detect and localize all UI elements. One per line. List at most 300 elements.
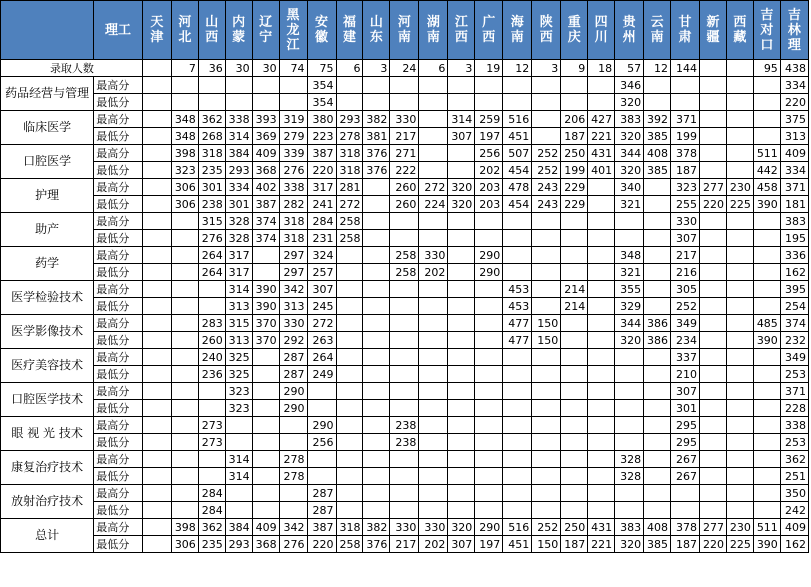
score-cell: 252 [532, 519, 561, 536]
enrollment-count-cell: 30 [252, 60, 279, 77]
enrollment-count-cell [142, 60, 171, 77]
score-cell: 453 [503, 298, 532, 315]
score-cell: 390 [753, 536, 780, 553]
score-cell [448, 417, 475, 434]
score-cell: 202 [419, 536, 448, 553]
score-cell [336, 247, 363, 264]
score-cell: 272 [307, 315, 336, 332]
enrollment-count-cell: 9 [561, 60, 588, 77]
score-cell: 224 [419, 196, 448, 213]
major-name: 临床医学 [1, 111, 94, 145]
score-cell [700, 434, 727, 451]
score-cell [700, 332, 727, 349]
score-cell [171, 94, 198, 111]
score-cell [644, 366, 671, 383]
score-cell [726, 77, 753, 94]
score-cell [225, 485, 252, 502]
score-cell [336, 349, 363, 366]
score-cell: 385 [644, 162, 671, 179]
enrollment-count-cell [726, 60, 753, 77]
enrollment-count-cell: 30 [225, 60, 252, 77]
score-cell [279, 77, 307, 94]
score-cell [307, 451, 336, 468]
score-cell: 264 [198, 247, 225, 264]
score-cell: 225 [726, 536, 753, 553]
score-cell [700, 451, 727, 468]
score-cell [753, 298, 780, 315]
score-cell [419, 281, 448, 298]
score-cell [561, 247, 588, 264]
score-cell [671, 485, 700, 502]
score-cell: 319 [279, 111, 307, 128]
enrollment-count-cell: 19 [475, 60, 503, 77]
enrollment-count-cell: 12 [503, 60, 532, 77]
score-cell [561, 468, 588, 485]
score-cell [279, 485, 307, 502]
score-cell [390, 485, 419, 502]
score-cell: 374 [252, 230, 279, 247]
score-cell [700, 468, 727, 485]
score-cell [753, 383, 780, 400]
score-cell [279, 94, 307, 111]
score-cell: 398 [171, 145, 198, 162]
score-cell [588, 264, 615, 281]
score-cell [142, 196, 171, 213]
major-name: 总计 [1, 519, 94, 553]
score-cell [448, 264, 475, 281]
score-cell [588, 196, 615, 213]
score-cell: 334 [780, 77, 808, 94]
score-cell [532, 349, 561, 366]
score-type-label: 最高分 [94, 111, 143, 128]
score-cell [561, 434, 588, 451]
score-cell [142, 417, 171, 434]
score-cell: 477 [503, 315, 532, 332]
score-cell [561, 332, 588, 349]
score-cell: 346 [615, 77, 644, 94]
score-type-label: 最低分 [94, 128, 143, 145]
score-cell: 370 [252, 332, 279, 349]
score-cell: 272 [419, 179, 448, 196]
score-cell [615, 383, 644, 400]
score-cell [532, 366, 561, 383]
score-cell [475, 349, 503, 366]
score-cell: 260 [390, 179, 419, 196]
score-cell [726, 281, 753, 298]
score-cell [307, 468, 336, 485]
score-cell: 220 [307, 162, 336, 179]
score-cell: 390 [753, 196, 780, 213]
score-cell: 258 [336, 230, 363, 247]
score-cell: 339 [279, 145, 307, 162]
score-cell [588, 94, 615, 111]
score-cell: 217 [390, 536, 419, 553]
score-cell: 206 [561, 111, 588, 128]
score-cell [171, 349, 198, 366]
score-cell: 217 [671, 247, 700, 264]
major-name: 药品经营与管理 [1, 77, 94, 111]
score-cell: 328 [615, 468, 644, 485]
score-cell [475, 502, 503, 519]
score-cell [419, 417, 448, 434]
region-header-label: 河北 [178, 15, 192, 45]
score-cell [561, 94, 588, 111]
score-cell [390, 383, 419, 400]
score-cell: 453 [503, 281, 532, 298]
score-cell: 334 [225, 179, 252, 196]
score-cell [700, 383, 727, 400]
score-cell [532, 247, 561, 264]
score-cell [198, 468, 225, 485]
score-cell: 214 [561, 281, 588, 298]
major-name: 药学 [1, 247, 94, 281]
score-cell [336, 468, 363, 485]
score-cell [142, 332, 171, 349]
score-cell: 273 [198, 417, 225, 434]
score-cell [448, 502, 475, 519]
score-cell [171, 502, 198, 519]
score-cell [700, 77, 727, 94]
score-cell: 199 [561, 162, 588, 179]
score-cell: 401 [588, 162, 615, 179]
score-row [1, 332, 809, 349]
score-cell: 384 [225, 145, 252, 162]
score-cell [503, 349, 532, 366]
score-cell [225, 434, 252, 451]
score-row [1, 77, 809, 94]
score-cell [671, 94, 700, 111]
score-cell: 318 [336, 162, 363, 179]
score-cell: 320 [615, 162, 644, 179]
score-cell [726, 247, 753, 264]
score-cell [252, 502, 279, 519]
score-type-label: 最低分 [94, 366, 143, 383]
score-cell [561, 366, 588, 383]
score-cell: 260 [198, 332, 225, 349]
major-name: 口腔医学 [1, 145, 94, 179]
score-row [1, 179, 809, 196]
score-cell [588, 451, 615, 468]
score-cell: 290 [279, 400, 307, 417]
score-cell [588, 383, 615, 400]
score-cell: 307 [448, 536, 475, 553]
score-cell: 344 [615, 315, 644, 332]
score-cell [532, 94, 561, 111]
score-cell [588, 366, 615, 383]
score-cell [225, 417, 252, 434]
score-cell: 387 [252, 196, 279, 213]
score-cell [671, 502, 700, 519]
score-cell: 228 [780, 400, 808, 417]
score-row [1, 536, 809, 553]
score-cell: 267 [671, 468, 700, 485]
enrollment-count-cell: 6 [336, 60, 363, 77]
score-cell [644, 400, 671, 417]
score-cell: 301 [225, 196, 252, 213]
score-cell [588, 349, 615, 366]
score-cell [615, 502, 644, 519]
score-cell [252, 434, 279, 451]
score-cell: 454 [503, 196, 532, 213]
score-cell: 314 [225, 468, 252, 485]
score-cell [336, 366, 363, 383]
score-cell [363, 230, 390, 247]
score-cell [588, 230, 615, 247]
score-cell [561, 400, 588, 417]
score-cell: 295 [671, 417, 700, 434]
score-cell [363, 417, 390, 434]
score-cell: 232 [780, 332, 808, 349]
score-cell [700, 111, 727, 128]
score-cell: 253 [780, 366, 808, 383]
score-cell [252, 264, 279, 281]
score-row [1, 468, 809, 485]
major-name: 口腔医学技术 [1, 383, 94, 417]
score-type-label: 最高分 [94, 179, 143, 196]
score-cell [475, 281, 503, 298]
region-header-label: 云南 [650, 15, 664, 45]
score-cell [142, 77, 171, 94]
score-cell: 386 [644, 315, 671, 332]
score-cell: 225 [726, 196, 753, 213]
score-cell [644, 434, 671, 451]
enrollment-count-row [1, 60, 809, 77]
score-cell: 255 [671, 196, 700, 213]
score-cell [475, 434, 503, 451]
enrollment-count-cell: 6 [419, 60, 448, 77]
score-cell [336, 281, 363, 298]
score-type-label: 最低分 [94, 400, 143, 417]
score-cell [726, 451, 753, 468]
score-row [1, 230, 809, 247]
score-cell [615, 213, 644, 230]
score-cell [700, 128, 727, 145]
score-cell [561, 230, 588, 247]
score-cell: 238 [198, 196, 225, 213]
score-type-label: 最低分 [94, 536, 143, 553]
score-cell: 256 [307, 434, 336, 451]
score-cell [475, 366, 503, 383]
score-cell: 263 [307, 332, 336, 349]
score-type-label: 最高分 [94, 281, 143, 298]
score-cell: 307 [671, 230, 700, 247]
score-cell: 276 [198, 230, 225, 247]
score-row [1, 264, 809, 281]
score-cell [753, 264, 780, 281]
region-header-label: 吉对口 [760, 7, 774, 53]
score-cell [588, 213, 615, 230]
score-cell [419, 332, 448, 349]
score-cell [753, 485, 780, 502]
region-header [532, 1, 561, 60]
score-cell: 202 [475, 162, 503, 179]
score-cell: 195 [780, 230, 808, 247]
score-cell [336, 94, 363, 111]
score-cell [475, 213, 503, 230]
score-cell [561, 485, 588, 502]
score-cell: 214 [561, 298, 588, 315]
score-cell [252, 366, 279, 383]
score-cell: 383 [615, 519, 644, 536]
score-cell [700, 417, 727, 434]
score-cell: 279 [279, 128, 307, 145]
region-header [307, 1, 336, 60]
major-name: 医疗美容技术 [1, 349, 94, 383]
score-cell: 451 [503, 536, 532, 553]
region-header-label: 山西 [205, 15, 219, 45]
score-cell [700, 366, 727, 383]
score-cell [142, 519, 171, 536]
score-cell: 381 [363, 128, 390, 145]
score-cell [615, 366, 644, 383]
score-cell: 378 [671, 519, 700, 536]
score-cell: 264 [307, 349, 336, 366]
score-cell [726, 128, 753, 145]
score-cell [561, 502, 588, 519]
score-cell [363, 315, 390, 332]
enrollment-count-cell: 75 [307, 60, 336, 77]
score-cell: 307 [307, 281, 336, 298]
score-cell: 458 [753, 179, 780, 196]
score-cell [503, 94, 532, 111]
score-cell [448, 383, 475, 400]
score-cell: 386 [644, 332, 671, 349]
score-cell [588, 502, 615, 519]
score-cell: 318 [336, 519, 363, 536]
score-row [1, 298, 809, 315]
score-cell [448, 230, 475, 247]
score-row [1, 196, 809, 213]
score-cell [363, 366, 390, 383]
score-cell [532, 383, 561, 400]
score-cell [753, 400, 780, 417]
region-header [671, 1, 700, 60]
score-cell: 325 [225, 349, 252, 366]
score-cell: 382 [363, 519, 390, 536]
score-cell [419, 485, 448, 502]
score-cell [336, 77, 363, 94]
score-cell: 344 [615, 145, 644, 162]
score-cell [475, 485, 503, 502]
score-cell: 258 [390, 264, 419, 281]
enrollment-count-cell: 3 [448, 60, 475, 77]
score-cell: 323 [225, 400, 252, 417]
score-type-label: 最高分 [94, 519, 143, 536]
score-cell: 511 [753, 145, 780, 162]
score-cell [503, 502, 532, 519]
score-cell: 242 [780, 502, 808, 519]
score-cell [252, 485, 279, 502]
score-cell [363, 77, 390, 94]
score-cell [419, 400, 448, 417]
score-cell: 348 [171, 111, 198, 128]
score-row [1, 315, 809, 332]
enrollment-count-cell: 144 [671, 60, 700, 77]
enrollment-count-cell: 24 [390, 60, 419, 77]
score-cell [198, 451, 225, 468]
score-cell [700, 400, 727, 417]
score-cell [363, 400, 390, 417]
score-type-label: 最低分 [94, 162, 143, 179]
score-cell [503, 451, 532, 468]
score-cell: 230 [726, 179, 753, 196]
score-cell [390, 332, 419, 349]
score-cell [475, 230, 503, 247]
score-cell [336, 417, 363, 434]
score-cell [475, 77, 503, 94]
score-cell [532, 264, 561, 281]
score-cell [475, 417, 503, 434]
major-name: 医学检验技术 [1, 281, 94, 315]
score-cell: 376 [363, 536, 390, 553]
score-cell [588, 417, 615, 434]
score-cell [363, 332, 390, 349]
score-cell: 371 [780, 383, 808, 400]
score-cell [171, 247, 198, 264]
score-cell: 278 [279, 451, 307, 468]
score-row [1, 417, 809, 434]
score-cell: 328 [225, 230, 252, 247]
score-cell [363, 281, 390, 298]
score-cell [363, 247, 390, 264]
score-cell: 387 [307, 145, 336, 162]
score-cell [142, 111, 171, 128]
score-cell: 382 [363, 111, 390, 128]
score-cell [561, 451, 588, 468]
score-cell: 376 [363, 162, 390, 179]
score-cell [171, 281, 198, 298]
score-cell [363, 298, 390, 315]
score-cell [532, 434, 561, 451]
score-cell [448, 162, 475, 179]
score-cell [142, 145, 171, 162]
score-cell: 257 [307, 264, 336, 281]
score-cell: 409 [252, 519, 279, 536]
score-cell [700, 145, 727, 162]
score-cell: 222 [390, 162, 419, 179]
score-cell: 267 [671, 451, 700, 468]
score-cell: 287 [279, 366, 307, 383]
score-cell [171, 400, 198, 417]
score-cell [475, 383, 503, 400]
score-cell: 297 [279, 247, 307, 264]
score-cell [615, 349, 644, 366]
score-cell: 320 [448, 196, 475, 213]
region-header [225, 1, 252, 60]
score-cell [588, 247, 615, 264]
region-header [142, 1, 171, 60]
score-cell: 290 [307, 417, 336, 434]
score-cell: 187 [561, 128, 588, 145]
score-cell: 314 [448, 111, 475, 128]
score-cell: 454 [503, 162, 532, 179]
score-cell: 323 [671, 179, 700, 196]
score-row [1, 281, 809, 298]
score-cell: 220 [307, 536, 336, 553]
score-cell [252, 468, 279, 485]
score-cell: 277 [700, 179, 727, 196]
score-cell [532, 281, 561, 298]
score-cell [448, 213, 475, 230]
region-header [390, 1, 419, 60]
enrollment-count-cell: 36 [198, 60, 225, 77]
score-cell [726, 349, 753, 366]
score-cell [753, 417, 780, 434]
score-cell [644, 264, 671, 281]
score-cell: 318 [336, 145, 363, 162]
score-cell [532, 400, 561, 417]
score-type-label: 最低分 [94, 196, 143, 213]
